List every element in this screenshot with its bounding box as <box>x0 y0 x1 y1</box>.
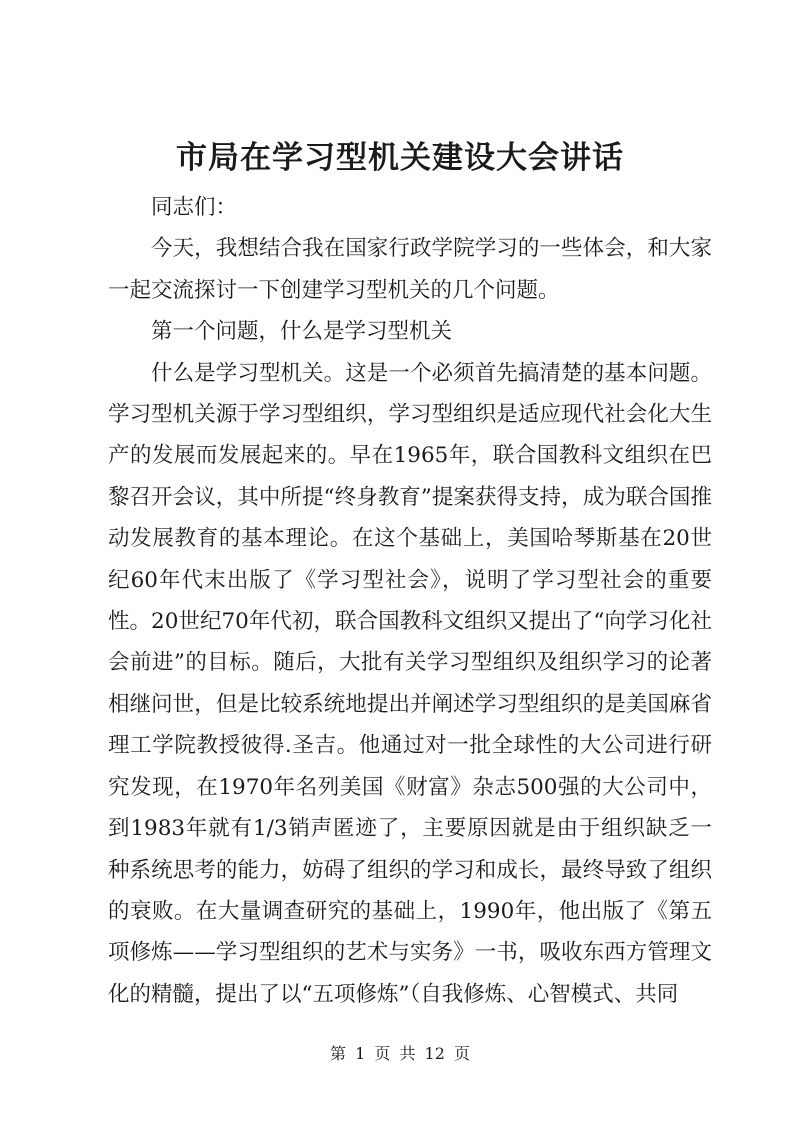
salutation-paragraph: 同志们： <box>151 195 238 220</box>
document-title: 市局在学习型机关建设大会讲话 <box>176 140 624 176</box>
section-heading: 第一个问题，什么是学习型机关 <box>151 319 453 345</box>
body-paragraph: 什么是学习型机关。这是一个必须首先搞清楚的基本问题。学习型机关源于学习型组织，学习型组织是适应现代社会化大生产的发展而发展起来的。早在1965年，联合国教科文组织在巴黎召开会议，其中所提“终身教育”提案获得支持，成为联合国推动发展教育的基本理论。在这个基础上，美国哈琴斯基在20世纪60年代末出版了《学习型社会》，说明了学习型社会的重要性。20世纪70年代初，联合国教科文组织又提出了“向学习化社会前进”的目标。随后，大批有关学习型组织及组织学习的论著相继问世，但是比较系统地提出并阐述学习型组织的是美国麻省理工学院教授彼得.圣吉。他通过对一批全球性的大公司进行研究发现，在1970年名列美国《财富》杂志500强的大公司中，到1983年就有1/3销声匿迹了，主要原因就是由于组织缺乏一种系统思考的能力，妨碍了组织的学习和成长，最终导致了组织的衰败。在大量调查研究的基础上，1990年，他出版了《第五项修炼——学习型组织的艺术与实务》一书，吸收东西方管理文化的精髓，提出了以“五项修炼”（自我修炼、心智模式、共同 <box>108 360 712 1007</box>
intro-paragraph: 今天，我想结合我在国家行政学院学习的一些体会，和大家一起交流探讨一下创建学习型机关的几个问题。 <box>108 236 712 303</box>
document-body <box>108 187 712 1015</box>
page-footer: 第 1 页 共 12 页 <box>330 1044 470 1063</box>
